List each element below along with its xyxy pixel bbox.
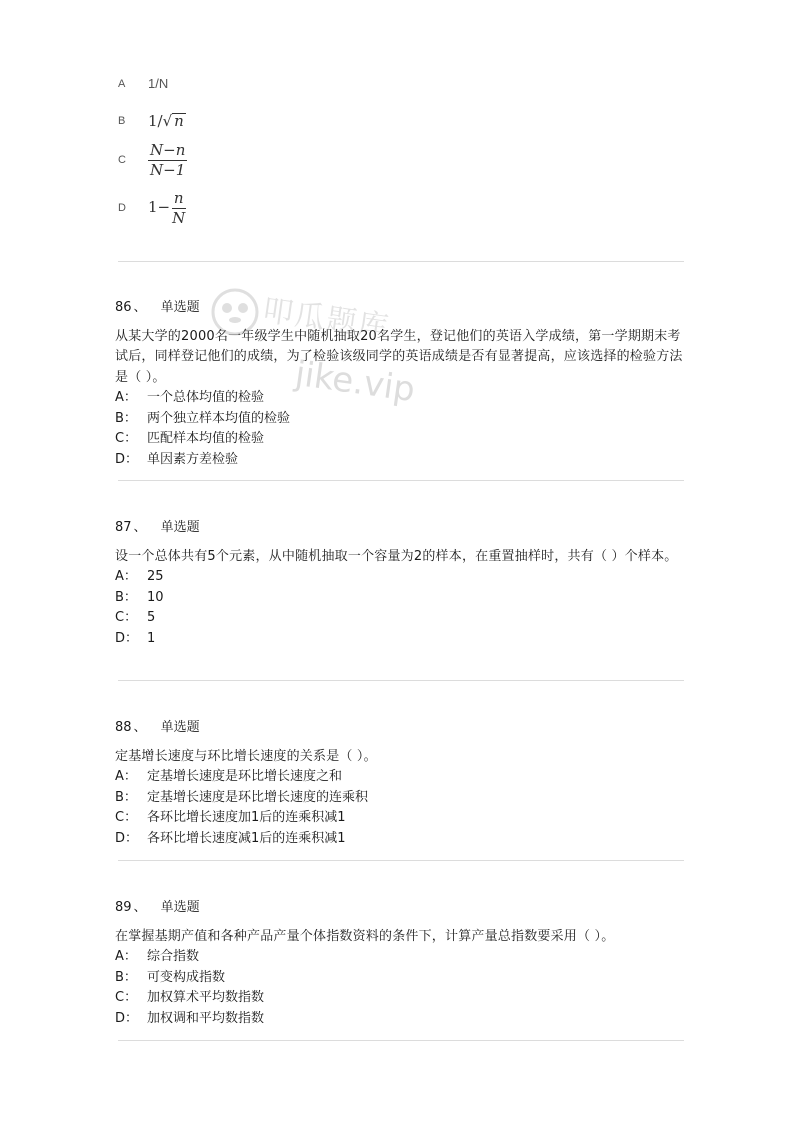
- option-b: [115, 409, 690, 430]
- option-letter: B: [118, 115, 126, 127]
- option-letter: C: [118, 154, 126, 166]
- option-formula: 1− $\frac{n}{N}$: [148, 189, 186, 227]
- question-89: [115, 898, 690, 1029]
- option-letter: A：: [115, 390, 137, 405]
- option-a: [115, 767, 690, 788]
- divider: [118, 261, 684, 262]
- question-type: 单选题: [160, 900, 200, 915]
- question-86: [115, 298, 690, 470]
- option-text: 10: [147, 589, 164, 605]
- option-letter: B：: [115, 789, 137, 805]
- divider: [118, 1040, 684, 1041]
- question-text: 在掌握基期产值和各种产品产量个体指数资料的条件下，计算产量总指数要采用（ ）。: [115, 928, 615, 944]
- question-header: [115, 898, 690, 919]
- divider: [118, 480, 684, 481]
- option-formula: 1/ √ n: [148, 112, 184, 131]
- option-text: 定基增长速度是环比增长速度的连乘积: [147, 789, 369, 805]
- option-text: 一个总体均值的检验: [147, 390, 265, 405]
- question-separator: 、: [133, 900, 147, 915]
- option-letter: D：: [115, 630, 139, 646]
- option-b: [118, 112, 186, 130]
- option-letter: B：: [115, 589, 137, 605]
- option-formula: 1/N: [148, 76, 169, 91]
- option-a: [115, 388, 690, 409]
- question-text: 从某大学的2000名一年级学生中随机抽取20名学生，登记他们的英语入学成绩，第一学期期末考试后，同样登记他们的成绩，为了检验该级同学的英语成绩是否有显著提高，应该选择的检验方法是（ ）。: [115, 328, 683, 385]
- question-number: 89: [115, 900, 132, 915]
- option-b: [115, 968, 690, 989]
- option-c: [118, 142, 187, 178]
- divider: [118, 680, 684, 681]
- option-d: [115, 829, 690, 850]
- option-d: [115, 629, 690, 650]
- question-number: 86: [115, 300, 132, 315]
- option-letter: C：: [115, 431, 138, 446]
- question-header: [115, 718, 690, 739]
- option-letter: C：: [115, 810, 138, 825]
- option-text: 各环比增长速度加1后的连乘积减1: [147, 810, 346, 825]
- question-87: [115, 518, 690, 649]
- question-separator: 、: [133, 300, 147, 315]
- option-text: 可变构成指数: [147, 969, 226, 985]
- option-letter: D：: [115, 451, 139, 467]
- option-letter: D：: [115, 1010, 139, 1026]
- question-text: 定基增长速度与环比增长速度的关系是（ ）。: [115, 748, 377, 764]
- question-number: 87: [115, 520, 132, 535]
- option-a: [115, 567, 690, 588]
- option-text: 两个独立样本均值的检验: [147, 410, 291, 426]
- question-separator: 、: [133, 520, 147, 535]
- option-d: [115, 450, 690, 471]
- option-letter: B：: [115, 410, 137, 426]
- watermark-text: 叩瓜题库: [260, 293, 393, 346]
- question-type: 单选题: [160, 300, 200, 315]
- option-text: 加权调和平均数指数: [147, 1010, 265, 1026]
- option-letter: A：: [115, 769, 137, 784]
- option-d: [115, 1009, 690, 1030]
- option-c: [115, 429, 690, 450]
- question-type: 单选题: [160, 720, 200, 735]
- option-c: [115, 608, 690, 629]
- option-d: [118, 190, 187, 226]
- option-a: [115, 947, 690, 968]
- option-b: [115, 788, 690, 809]
- question-header: [115, 298, 690, 319]
- option-text: 定基增长速度是环比增长速度之和: [147, 769, 343, 784]
- question-separator: 、: [133, 720, 147, 735]
- divider: [118, 860, 684, 861]
- option-letter: A: [118, 77, 126, 90]
- option-letter: C：: [115, 990, 138, 1005]
- option-c: [115, 988, 690, 1009]
- option-a: [118, 76, 168, 91]
- option-text: 1: [147, 630, 156, 646]
- question-text: 设一个总体共有5个元素，从中随机抽取一个容量为2的样本，在重置抽样时，共有（ ）个样本。: [115, 548, 678, 564]
- option-letter: A：: [115, 949, 137, 964]
- option-text: 各环比增长速度减1后的连乘积减1: [147, 830, 346, 846]
- option-letter: C：: [115, 610, 138, 625]
- option-text: 匹配样本均值的检验: [147, 431, 265, 446]
- question-number: 88: [115, 720, 132, 735]
- option-c: [115, 808, 690, 829]
- option-formula: $\frac{N-n}{N-1}$: [150, 141, 186, 179]
- option-text: 综合指数: [147, 949, 200, 964]
- option-text: 25: [147, 569, 164, 584]
- option-b: [115, 588, 690, 609]
- option-letter: B：: [115, 969, 137, 985]
- option-text: 加权算术平均数指数: [147, 990, 265, 1005]
- option-text: 5: [147, 610, 156, 625]
- question-88: [115, 718, 690, 849]
- option-letter: D：: [115, 830, 139, 846]
- watermark-url: jike.vip: [292, 353, 418, 411]
- question-header: [115, 518, 690, 539]
- question-type: 单选题: [160, 520, 200, 535]
- option-letter: A：: [115, 569, 137, 584]
- option-letter: D: [118, 202, 126, 214]
- option-text: 单因素方差检验: [147, 451, 239, 467]
